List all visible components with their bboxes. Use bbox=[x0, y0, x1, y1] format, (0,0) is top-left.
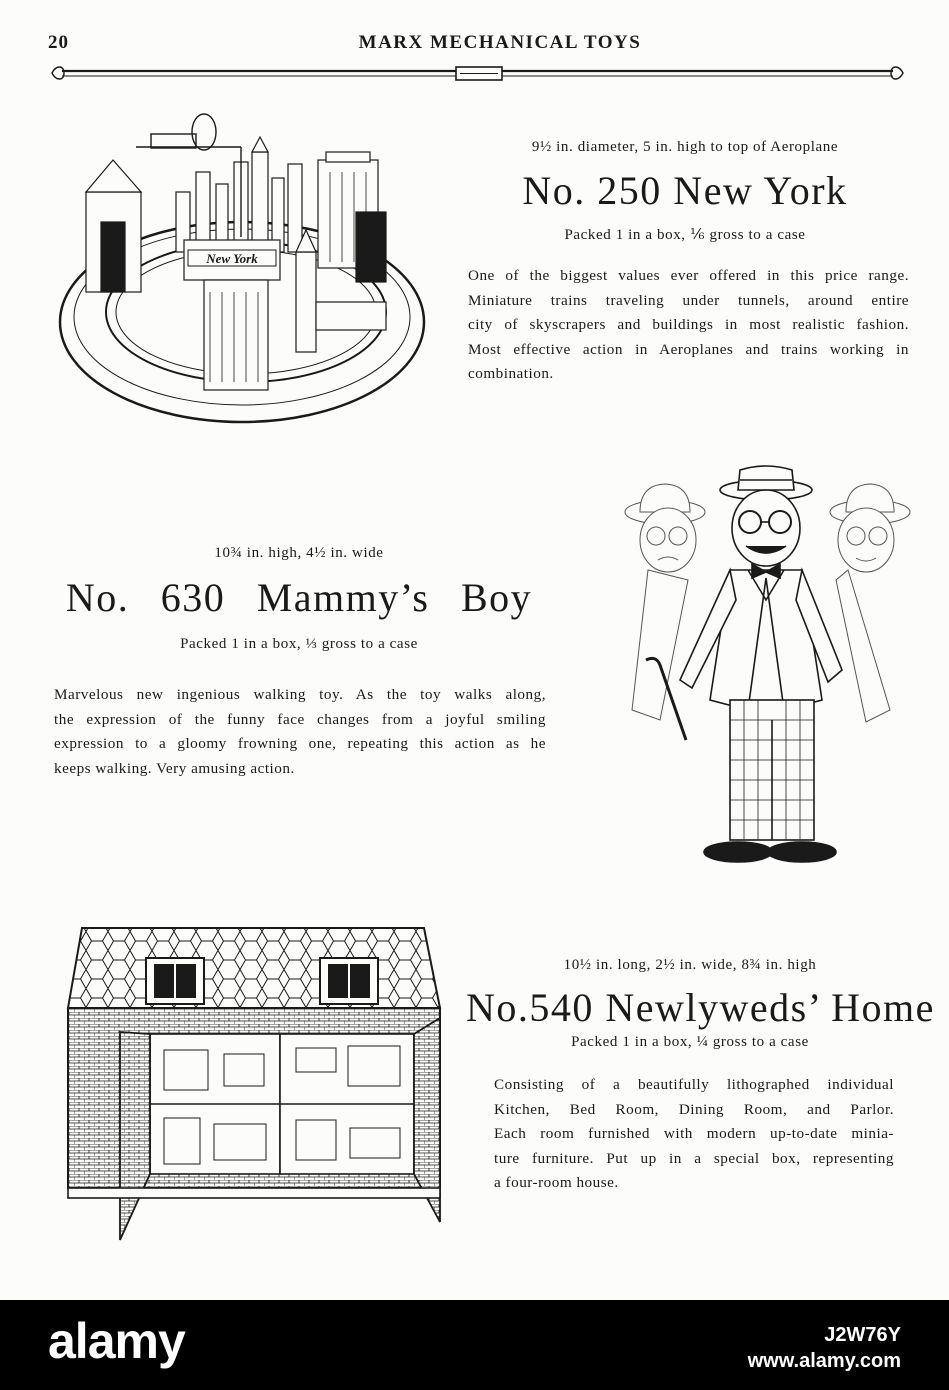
alamy-image-id: J2W76Y bbox=[824, 1324, 901, 1346]
new-york-description: One of the biggest values ever offered in this price range. Miniature trains traveling under tunnels, around entire city of skyscrapers and buildings in most realistic fashion. Most effective action in Aeroplanes and trains working in combination. bbox=[468, 267, 909, 382]
ornamental-rule bbox=[50, 62, 905, 86]
page-number: 20 bbox=[48, 32, 69, 53]
running-title: MARX MECHANICAL TOYS bbox=[358, 32, 642, 53]
mammys-boy-packing: Packed 1 in a box, ⅓ gross to a case bbox=[180, 636, 418, 652]
new-york-packing: Packed 1 in a box, ⅙ gross to a case bbox=[564, 227, 806, 243]
newlyweds-home-dimensions: 10½ in. long, 2½ in. wide, 8¾ in. high bbox=[563, 957, 817, 973]
new-york-toy-illustration bbox=[56, 112, 428, 430]
mammys-boy-title: No. 630 Mammy’s Boy bbox=[65, 575, 533, 620]
mammys-boy-illustration bbox=[620, 460, 915, 870]
newlyweds-home-description: Consisting of a beautifully lithographed individual Kitchen, Bed Room, Dining Room, and Parlor. Each room furnished with modern up-to-date minia- ture furniture. Put up in a special box, representing a four-room house. bbox=[494, 1076, 894, 1191]
newlyweds-home-title: No.540 Newlyweds’ Home bbox=[466, 985, 935, 1030]
alamy-logo: alamy bbox=[48, 1313, 185, 1369]
newlyweds-home-packing: Packed 1 in a box, ¼ gross to a case bbox=[571, 1034, 809, 1050]
alamy-site-url: www.alamy.com bbox=[747, 1350, 901, 1372]
alamy-image-info bbox=[748, 1322, 901, 1374]
mammys-boy-dimensions: 10¾ in. high, 4½ in. wide bbox=[214, 545, 384, 561]
mammys-boy-description: Marvelous new ingenious walking toy. As the toy walks along, the expression of the funny face changes from a joyful smiling expression to a gloomy frowning one, repeating this action as he keeps walking. Very amusing action. bbox=[54, 686, 546, 777]
new-york-sign: New York bbox=[206, 251, 258, 266]
new-york-title: No. 250 New York bbox=[522, 168, 848, 213]
newlyweds-home-illustration bbox=[64, 922, 442, 1244]
new-york-dimensions: 9½ in. diameter, 5 in. high to top of Aeroplane bbox=[531, 139, 839, 155]
